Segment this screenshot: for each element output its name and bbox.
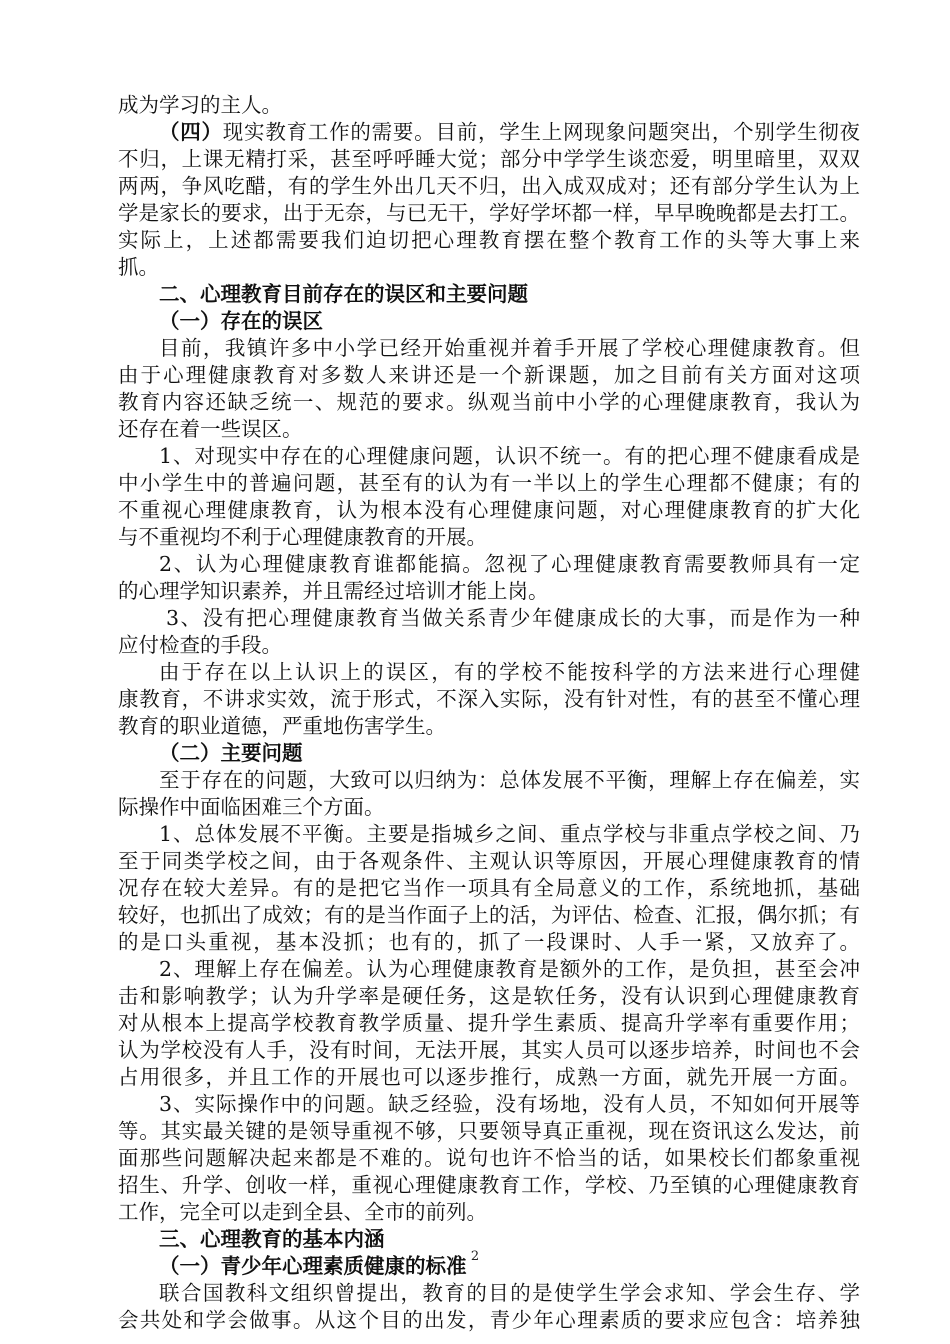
text-line: 学是家长的要求，出于无奈，与已无干，学好学坏都一样，早早晚晚都是去打工。 — [118, 201, 860, 225]
section-heading: （一）存在的误区 — [159, 309, 323, 333]
text-line: 1、总体发展不平衡。主要是指城乡之间、重点学校与非重点学校之间、乃 — [159, 822, 860, 846]
text-line: 2、理解上存在偏差。认为心理健康教育是额外的工作，是负担，甚至会冲 — [159, 957, 860, 981]
text-line: 不重视心理健康教育，认为根本没有心理健康问题，对心理健康教育的扩大化 — [118, 498, 860, 522]
page-number: 2 — [470, 1249, 480, 1264]
text-line: 还存在着一些误区。 — [118, 417, 303, 441]
text-line: 面那些问题解决起来都是不难的。说句也许不恰当的话，如果校长们都象重视 — [118, 1146, 860, 1170]
text-line: 等。其实最关键的是领导重视不够，只要领导真正重视，现在资讯这么发达，前 — [118, 1119, 860, 1143]
section-heading: （一）青少年心理素质健康的标准 — [159, 1254, 467, 1278]
text-line: 中小学生中的普遍问题，甚至有的认为有一半以上的学生心理都不健康；有的 — [118, 471, 860, 495]
text-line — [118, 119, 860, 146]
text-line: 对从根本上提高学校教育教学质量、提升学生素质、提高升学率有重要作用； — [118, 1011, 860, 1035]
text-line: 3、没有把心理健康教育当做关系青少年健康成长的大事，而是作为一种 — [166, 606, 860, 630]
text-line: 认为学校没有人手，没有时间，无法开展，其实人员可以逐步培养，时间也不会 — [118, 1038, 860, 1062]
text-line: 3、实际操作中的问题。缺乏经验，没有场地，没有人员，不知如何开展等 — [159, 1092, 860, 1116]
text-line: 教育的职业道德，严重地伤害学生。 — [118, 714, 446, 738]
text-line: 实际上，上述都需要我们迫切把心理教育摆在整个教育工作的头等大事上来 — [118, 228, 860, 252]
text-line: 应付检查的手段。 — [118, 633, 282, 657]
text-line: 抓。 — [118, 255, 159, 279]
text-line: 由于心理健康教育对多数人来讲还是一个新课题，加之目前有关方面对这项 — [118, 363, 860, 387]
text-line: 至于存在的问题，大致可以归纳为：总体发展不平衡，理解上存在偏差，实 — [159, 768, 860, 792]
text-line: 教育内容还缺乏统一、规范的要求。纵观当前中小学的心理健康教育，我认为 — [118, 390, 860, 414]
text-line: 击和影响教学；认为升学率是硬任务，这是软任务，没有认识到心理健康教育 — [118, 984, 860, 1008]
text-line: 的是口头重视，基本没抓；也有的，抓了一段课时、人手一紧，又放弃了。 — [118, 930, 860, 954]
text-line: 与不重视均不利于心理健康教育的开展。 — [118, 525, 487, 549]
text-line: 的心理学知识素养，并且需经过培训才能上岗。 — [118, 579, 549, 603]
document-body — [118, 92, 860, 1334]
text-line: 至于同类学校之间，由于各观条件、主观认识等原因，开展心理健康教育的情 — [118, 849, 860, 873]
text-line: 康教育，不讲求实效，流于形式，不深入实际，没有针对性，有的甚至不懂心理 — [118, 687, 860, 711]
text-line: 际操作中面临困难三个方面。 — [118, 795, 385, 819]
text-line: 招生、升学、创收一样，重视心理健康教育工作，学校、乃至镇的心理健康教育 — [118, 1173, 860, 1197]
section-heading: 二、心理教育目前存在的误区和主要问题 — [159, 282, 528, 306]
text-line: 况存在较大差异。有的是把它当作一项具有全局意义的工作，系统地抓，基础 — [118, 876, 860, 900]
text-span: 现实教育工作的需要。目前，学生上网现象问题突出，个别学生彻夜 — [222, 120, 860, 144]
text-line: 1、对现实中存在的心理健康问题，认识不统一。有的把心理不健康看成是 — [159, 444, 860, 468]
text-line: 会共处和学会做事。从这个目的出发，青少年心理素质的要求应包含：培养独 — [118, 1308, 860, 1332]
heading-inline: （四） — [159, 120, 223, 144]
section-heading: 三、心理教育的基本内涵 — [159, 1227, 385, 1251]
text-line: 较好，也抓出了成效；有的是当作面子上的活，为评估、检查、汇报，偶尔抓；有 — [118, 903, 860, 927]
text-line: 联合国教科文组织曾提出，教育的目的是使学生学会求知、学会生存、学 — [159, 1281, 860, 1305]
text-line: 占用很多，并且工作的开展也可以逐步推行，成熟一方面，就先开展一方面。 — [118, 1065, 860, 1089]
text-line: 由于存在以上认识上的误区，有的学校不能按科学的方法来进行心理健 — [159, 660, 860, 684]
section-heading: （二）主要问题 — [159, 741, 303, 765]
text-line: 2、认为心理健康教育谁都能搞。忽视了心理健康教育需要教师具有一定 — [159, 552, 860, 576]
text-line: 不归，上课无精打采，甚至呼呼睡大觉；部分中学学生谈恋爱，明里暗里，双双 — [118, 147, 860, 171]
text-line: 目前，我镇许多中小学已经开始重视并着手开展了学校心理健康教育。但 — [159, 336, 860, 360]
text-line: 成为学习的主人。 — [118, 93, 282, 117]
text-line: 两两，争风吃醋，有的学生外出几天不归，出入成双成对；还有部分学生认为上 — [118, 174, 860, 198]
text-line: 工作，完全可以走到全县、全市的前列。 — [118, 1200, 487, 1224]
